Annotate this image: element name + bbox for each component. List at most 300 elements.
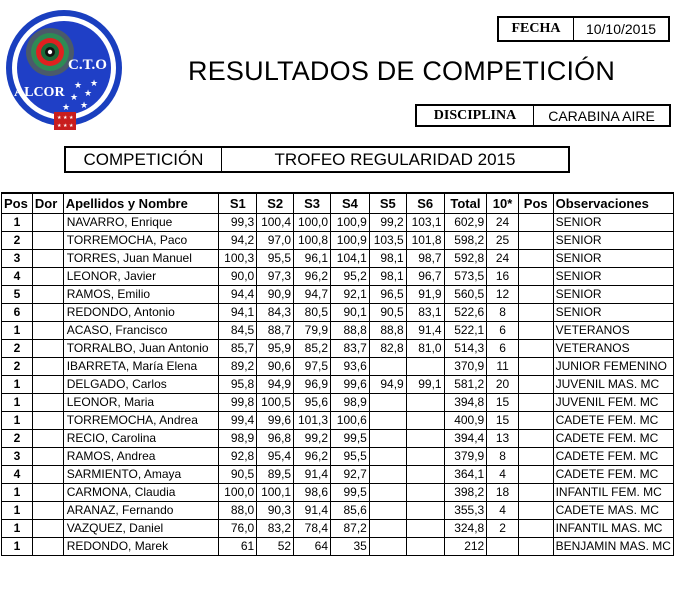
cell-pos: 1 — [2, 537, 33, 555]
col-s4: S4 — [331, 193, 370, 213]
cell-s1: 88,0 — [219, 501, 257, 519]
cell-s3: 96,2 — [294, 447, 331, 465]
cell-s3: 97,5 — [294, 357, 331, 375]
svg-text:C.T.O: C.T.O — [68, 57, 107, 73]
cell-s4: 93,6 — [331, 357, 370, 375]
cell-s6: 91,4 — [406, 321, 444, 339]
cell-pos: 2 — [2, 429, 33, 447]
svg-text:★: ★ — [57, 123, 62, 129]
cell-pos-final — [518, 321, 553, 339]
cell-s5: 98,1 — [369, 249, 406, 267]
cell-observaciones: SENIOR — [553, 267, 673, 285]
cell-pos: 1 — [2, 375, 33, 393]
cell-s4: 95,5 — [331, 447, 370, 465]
cell-pos-final — [518, 357, 553, 375]
cell-pos: 1 — [2, 519, 33, 537]
cell-s3: 91,4 — [294, 465, 331, 483]
competicion-label: COMPETICIÓN — [66, 148, 222, 171]
cell-dieces: 4 — [487, 501, 519, 519]
cell-nombre: RAMOS, Andrea — [63, 447, 219, 465]
cell-nombre: TORRES, Juan Manuel — [63, 249, 219, 267]
cell-dor — [32, 411, 63, 429]
cell-s1: 99,3 — [219, 213, 257, 231]
cell-pos-final — [518, 267, 553, 285]
table-row — [2, 267, 674, 285]
cell-s2: 100,5 — [257, 393, 294, 411]
cell-dieces: 13 — [487, 429, 519, 447]
cell-s6: 83,1 — [406, 303, 444, 321]
cell-dieces: 15 — [487, 393, 519, 411]
competicion-box — [64, 146, 570, 173]
cell-observaciones: JUVENIL MAS. MC — [553, 375, 673, 393]
table-row — [2, 465, 674, 483]
cell-s6: 81,0 — [406, 339, 444, 357]
cell-s1: 99,8 — [219, 393, 257, 411]
cell-observaciones: SENIOR — [553, 249, 673, 267]
cell-s4: 98,9 — [331, 393, 370, 411]
cell-s3: 94,7 — [294, 285, 331, 303]
cell-dieces: 8 — [487, 447, 519, 465]
cell-s6: 99,1 — [406, 375, 444, 393]
cell-s5 — [369, 483, 406, 501]
cell-pos: 1 — [2, 393, 33, 411]
cell-dor — [32, 393, 63, 411]
cell-s3: 96,1 — [294, 249, 331, 267]
cell-s6 — [406, 537, 444, 555]
cell-pos: 1 — [2, 321, 33, 339]
cell-pos-final — [518, 285, 553, 303]
cell-nombre: IBARRETA, María Elena — [63, 357, 219, 375]
table-row — [2, 213, 674, 231]
cell-s4: 85,6 — [331, 501, 370, 519]
table-row — [2, 249, 674, 267]
page-title: RESULTADOS DE COMPETICIÓN — [188, 56, 616, 86]
cell-s4: 100,9 — [331, 231, 370, 249]
cell-observaciones: SENIOR — [553, 285, 673, 303]
fecha-label: FECHA — [499, 18, 574, 40]
cell-nombre: REDONDO, Antonio — [63, 303, 219, 321]
cell-total: 394,4 — [444, 429, 487, 447]
cell-observaciones: CADETE MAS. MC — [553, 501, 673, 519]
cell-dieces: 15 — [487, 411, 519, 429]
cell-s3: 80,5 — [294, 303, 331, 321]
cell-total: 324,8 — [444, 519, 487, 537]
svg-text:★: ★ — [80, 100, 89, 110]
cell-pos: 1 — [2, 213, 33, 231]
fecha-value: 10/10/2015 — [585, 21, 657, 37]
cell-pos-final — [518, 249, 553, 267]
cell-pos: 2 — [2, 231, 33, 249]
cell-s2: 97,3 — [257, 267, 294, 285]
cell-dieces: 8 — [487, 303, 519, 321]
cell-s5 — [369, 447, 406, 465]
table-row — [2, 537, 674, 555]
cell-pos-final — [518, 519, 553, 537]
table-row — [2, 429, 674, 447]
cell-nombre: ARANAZ, Fernando — [63, 501, 219, 519]
cell-observaciones: VETERANOS — [553, 321, 673, 339]
col-s1: S1 — [219, 193, 257, 213]
cell-s4: 92,7 — [331, 465, 370, 483]
table-row — [2, 357, 674, 375]
cell-total: 370,9 — [444, 357, 487, 375]
cell-s3: 91,4 — [294, 501, 331, 519]
cell-dor — [32, 303, 63, 321]
cell-s1: 99,4 — [219, 411, 257, 429]
cell-dor — [32, 519, 63, 537]
cell-s6 — [406, 501, 444, 519]
cell-observaciones: INFANTIL MAS. MC — [553, 519, 673, 537]
cell-s5: 98,1 — [369, 267, 406, 285]
cell-observaciones: SENIOR — [553, 303, 673, 321]
cell-observaciones: JUNIOR FEMENINO — [553, 357, 673, 375]
cell-nombre: NAVARRO, Enrique — [63, 213, 219, 231]
table-header-row — [2, 193, 674, 213]
cell-pos-final — [518, 501, 553, 519]
col-total: Total — [444, 193, 487, 213]
cell-nombre: CARMONA, Claudia — [63, 483, 219, 501]
col-pos-final: Pos — [518, 193, 553, 213]
cell-nombre: LEONOR, Maria — [63, 393, 219, 411]
cell-s6: 101,8 — [406, 231, 444, 249]
cell-pos-final — [518, 213, 553, 231]
cell-dor — [32, 231, 63, 249]
cell-s5: 103,5 — [369, 231, 406, 249]
cell-s1: 76,0 — [219, 519, 257, 537]
cell-observaciones: CADETE FEM. MC — [553, 429, 673, 447]
cell-s2: 90,3 — [257, 501, 294, 519]
club-logo — [4, 6, 124, 132]
cell-total: 573,5 — [444, 267, 487, 285]
table-row — [2, 321, 674, 339]
table-row — [2, 411, 674, 429]
cell-dor — [32, 321, 63, 339]
cell-nombre: SARMIENTO, Amaya — [63, 465, 219, 483]
cell-pos-final — [518, 339, 553, 357]
cell-total: 355,3 — [444, 501, 487, 519]
cell-pos-final — [518, 483, 553, 501]
cell-s6 — [406, 393, 444, 411]
cell-s2: 95,9 — [257, 339, 294, 357]
table-row — [2, 285, 674, 303]
cell-s2: 84,3 — [257, 303, 294, 321]
cell-dieces: 16 — [487, 267, 519, 285]
svg-text:★: ★ — [90, 78, 99, 88]
cell-s2: 95,4 — [257, 447, 294, 465]
cell-dor — [32, 465, 63, 483]
cell-total: 212 — [444, 537, 487, 555]
cell-pos-final — [518, 411, 553, 429]
cell-s2: 52 — [257, 537, 294, 555]
cell-observaciones: SENIOR — [553, 231, 673, 249]
cell-nombre: VAZQUEZ, Daniel — [63, 519, 219, 537]
table-row — [2, 483, 674, 501]
cell-total: 364,1 — [444, 465, 487, 483]
cell-pos-final — [518, 537, 553, 555]
cell-dor — [32, 357, 63, 375]
cell-dor — [32, 429, 63, 447]
cell-pos: 2 — [2, 339, 33, 357]
svg-text:★: ★ — [63, 115, 68, 121]
fecha-box — [497, 16, 670, 42]
cell-nombre: ACASO, Francisco — [63, 321, 219, 339]
cell-total: 394,8 — [444, 393, 487, 411]
cell-total: 398,2 — [444, 483, 487, 501]
svg-text:★: ★ — [69, 123, 74, 129]
cell-s2: 97,0 — [257, 231, 294, 249]
svg-text:★: ★ — [74, 80, 83, 90]
cell-pos-final — [518, 303, 553, 321]
cell-s4: 90,1 — [331, 303, 370, 321]
competicion-value: TROFEO REGULARIDAD 2015 — [274, 149, 516, 169]
cell-s4: 99,6 — [331, 375, 370, 393]
cell-nombre: RECIO, Carolina — [63, 429, 219, 447]
cell-nombre: RAMOS, Emilio — [63, 285, 219, 303]
cell-dieces: 4 — [487, 465, 519, 483]
cell-s1: 98,9 — [219, 429, 257, 447]
cell-pos: 6 — [2, 303, 33, 321]
cell-dieces: 11 — [487, 357, 519, 375]
cell-pos: 1 — [2, 411, 33, 429]
cell-s5 — [369, 501, 406, 519]
cell-s2: 90,9 — [257, 285, 294, 303]
cell-nombre: LEONOR, Javier — [63, 267, 219, 285]
cell-s5 — [369, 393, 406, 411]
cell-s6: 91,9 — [406, 285, 444, 303]
cell-s1: 100,3 — [219, 249, 257, 267]
cell-s6 — [406, 465, 444, 483]
cell-s1: 84,5 — [219, 321, 257, 339]
cell-s2: 94,9 — [257, 375, 294, 393]
table-row — [2, 303, 674, 321]
cell-s3: 96,2 — [294, 267, 331, 285]
cell-s3: 96,9 — [294, 375, 331, 393]
cell-s4: 100,9 — [331, 213, 370, 231]
cell-s1: 61 — [219, 537, 257, 555]
cell-dor — [32, 375, 63, 393]
cell-pos-final — [518, 231, 553, 249]
table-row — [2, 231, 674, 249]
svg-text:ALCOR: ALCOR — [14, 85, 65, 100]
cell-s3: 100,0 — [294, 213, 331, 231]
table-row — [2, 447, 674, 465]
cell-dieces: 6 — [487, 321, 519, 339]
cell-nombre: TORREMOCHA, Paco — [63, 231, 219, 249]
cell-s6 — [406, 519, 444, 537]
cell-s1: 89,2 — [219, 357, 257, 375]
cell-s4: 95,2 — [331, 267, 370, 285]
cell-s6: 96,7 — [406, 267, 444, 285]
cell-total: 379,9 — [444, 447, 487, 465]
cell-s5: 96,5 — [369, 285, 406, 303]
cell-s5: 99,2 — [369, 213, 406, 231]
cell-s4: 100,6 — [331, 411, 370, 429]
col-s6: S6 — [406, 193, 444, 213]
cell-observaciones: BENJAMIN MAS. MC — [553, 537, 673, 555]
cell-s6: 98,7 — [406, 249, 444, 267]
table-row — [2, 339, 674, 357]
cell-s2: 96,8 — [257, 429, 294, 447]
cell-s2: 99,6 — [257, 411, 294, 429]
cell-total: 592,8 — [444, 249, 487, 267]
cell-observaciones: JUVENIL FEM. MC — [553, 393, 673, 411]
cell-s5: 94,9 — [369, 375, 406, 393]
cell-s4: 88,8 — [331, 321, 370, 339]
cell-s3: 101,3 — [294, 411, 331, 429]
col-s2: S2 — [257, 193, 294, 213]
col-s5: S5 — [369, 193, 406, 213]
cell-s3: 79,9 — [294, 321, 331, 339]
col-nombre: Apellidos y Nombre — [63, 193, 219, 213]
cell-pos-final — [518, 375, 553, 393]
cell-observaciones: CADETE FEM. MC — [553, 465, 673, 483]
cell-s4: 99,5 — [331, 429, 370, 447]
cell-pos: 1 — [2, 501, 33, 519]
cell-pos: 1 — [2, 483, 33, 501]
cell-dor — [32, 483, 63, 501]
cell-observaciones: CADETE FEM. MC — [553, 411, 673, 429]
svg-text:★: ★ — [62, 102, 71, 112]
cell-s6 — [406, 357, 444, 375]
cell-s2: 83,2 — [257, 519, 294, 537]
cell-s1: 94,2 — [219, 231, 257, 249]
cell-total: 560,5 — [444, 285, 487, 303]
cell-s5: 88,8 — [369, 321, 406, 339]
col-observaciones: Observaciones — [553, 193, 673, 213]
cell-s6: 103,1 — [406, 213, 444, 231]
cell-s6 — [406, 483, 444, 501]
cell-dieces: 24 — [487, 213, 519, 231]
disciplina-value: CARABINA AIRE — [548, 107, 655, 124]
col-pos: Pos — [2, 193, 33, 213]
cell-s1: 94,1 — [219, 303, 257, 321]
cell-s3: 78,4 — [294, 519, 331, 537]
cell-pos: 5 — [2, 285, 33, 303]
table-row — [2, 375, 674, 393]
results-table — [1, 192, 674, 556]
cell-s4: 35 — [331, 537, 370, 555]
cell-pos-final — [518, 447, 553, 465]
cell-dieces: 6 — [487, 339, 519, 357]
cell-dor — [32, 501, 63, 519]
cell-s5 — [369, 519, 406, 537]
cell-s2: 95,5 — [257, 249, 294, 267]
cell-dor — [32, 285, 63, 303]
cell-s4: 87,2 — [331, 519, 370, 537]
cell-dieces: 25 — [487, 231, 519, 249]
svg-text:★: ★ — [70, 92, 79, 102]
cell-s5 — [369, 465, 406, 483]
cell-pos-final — [518, 465, 553, 483]
cell-s1: 90,5 — [219, 465, 257, 483]
table-row — [2, 501, 674, 519]
svg-text:★: ★ — [57, 115, 62, 121]
cell-pos: 4 — [2, 267, 33, 285]
cell-nombre: REDONDO, Marek — [63, 537, 219, 555]
cell-s2: 89,5 — [257, 465, 294, 483]
cell-dor — [32, 267, 63, 285]
cell-total: 581,2 — [444, 375, 487, 393]
cell-pos: 2 — [2, 357, 33, 375]
cell-dor — [32, 213, 63, 231]
cell-pos: 3 — [2, 447, 33, 465]
cell-pos: 4 — [2, 465, 33, 483]
cell-s5 — [369, 429, 406, 447]
cell-s2: 90,6 — [257, 357, 294, 375]
cell-s3: 64 — [294, 537, 331, 555]
cell-nombre: TORREMOCHA, Andrea — [63, 411, 219, 429]
cell-dieces: 20 — [487, 375, 519, 393]
cell-s1: 85,7 — [219, 339, 257, 357]
cell-s1: 94,4 — [219, 285, 257, 303]
cell-dieces: 18 — [487, 483, 519, 501]
svg-text:★: ★ — [69, 115, 74, 121]
svg-text:★: ★ — [84, 88, 93, 98]
cell-observaciones: VETERANOS — [553, 339, 673, 357]
cell-total: 598,2 — [444, 231, 487, 249]
cell-s1: 92,8 — [219, 447, 257, 465]
table-row — [2, 393, 674, 411]
cell-s3: 99,2 — [294, 429, 331, 447]
cell-s4: 83,7 — [331, 339, 370, 357]
cell-dor — [32, 447, 63, 465]
cell-s3: 85,2 — [294, 339, 331, 357]
cell-total: 602,9 — [444, 213, 487, 231]
col-dor: Dor — [32, 193, 63, 213]
cell-s3: 95,6 — [294, 393, 331, 411]
col-s3: S3 — [294, 193, 331, 213]
cell-pos-final — [518, 393, 553, 411]
cell-s6 — [406, 447, 444, 465]
cell-s6 — [406, 429, 444, 447]
cell-dieces: 12 — [487, 285, 519, 303]
cell-total: 522,1 — [444, 321, 487, 339]
cell-s5 — [369, 537, 406, 555]
cell-nombre: DELGADO, Carlos — [63, 375, 219, 393]
cell-s5 — [369, 357, 406, 375]
cell-s5: 90,5 — [369, 303, 406, 321]
cell-dor — [32, 537, 63, 555]
disciplina-box — [415, 104, 671, 127]
cell-pos: 3 — [2, 249, 33, 267]
cell-dieces — [487, 537, 519, 555]
disciplina-label: DISCIPLINA — [417, 106, 534, 125]
cell-s2: 88,7 — [257, 321, 294, 339]
cell-s4: 104,1 — [331, 249, 370, 267]
cell-s6 — [406, 411, 444, 429]
cell-s2: 100,4 — [257, 213, 294, 231]
cell-dieces: 24 — [487, 249, 519, 267]
cell-pos-final — [518, 429, 553, 447]
cell-s1: 100,0 — [219, 483, 257, 501]
svg-text:★: ★ — [63, 123, 68, 129]
table-row — [2, 519, 674, 537]
cell-s4: 99,5 — [331, 483, 370, 501]
cell-s1: 90,0 — [219, 267, 257, 285]
cell-s2: 100,1 — [257, 483, 294, 501]
cell-total: 400,9 — [444, 411, 487, 429]
cell-total: 522,6 — [444, 303, 487, 321]
cell-s3: 100,8 — [294, 231, 331, 249]
cell-observaciones: CADETE FEM. MC — [553, 447, 673, 465]
cell-s1: 95,8 — [219, 375, 257, 393]
cell-observaciones: SENIOR — [553, 213, 673, 231]
col-dieces: 10* — [487, 193, 519, 213]
cell-dieces: 2 — [487, 519, 519, 537]
cell-s4: 92,1 — [331, 285, 370, 303]
cell-s3: 98,6 — [294, 483, 331, 501]
cell-s5: 82,8 — [369, 339, 406, 357]
